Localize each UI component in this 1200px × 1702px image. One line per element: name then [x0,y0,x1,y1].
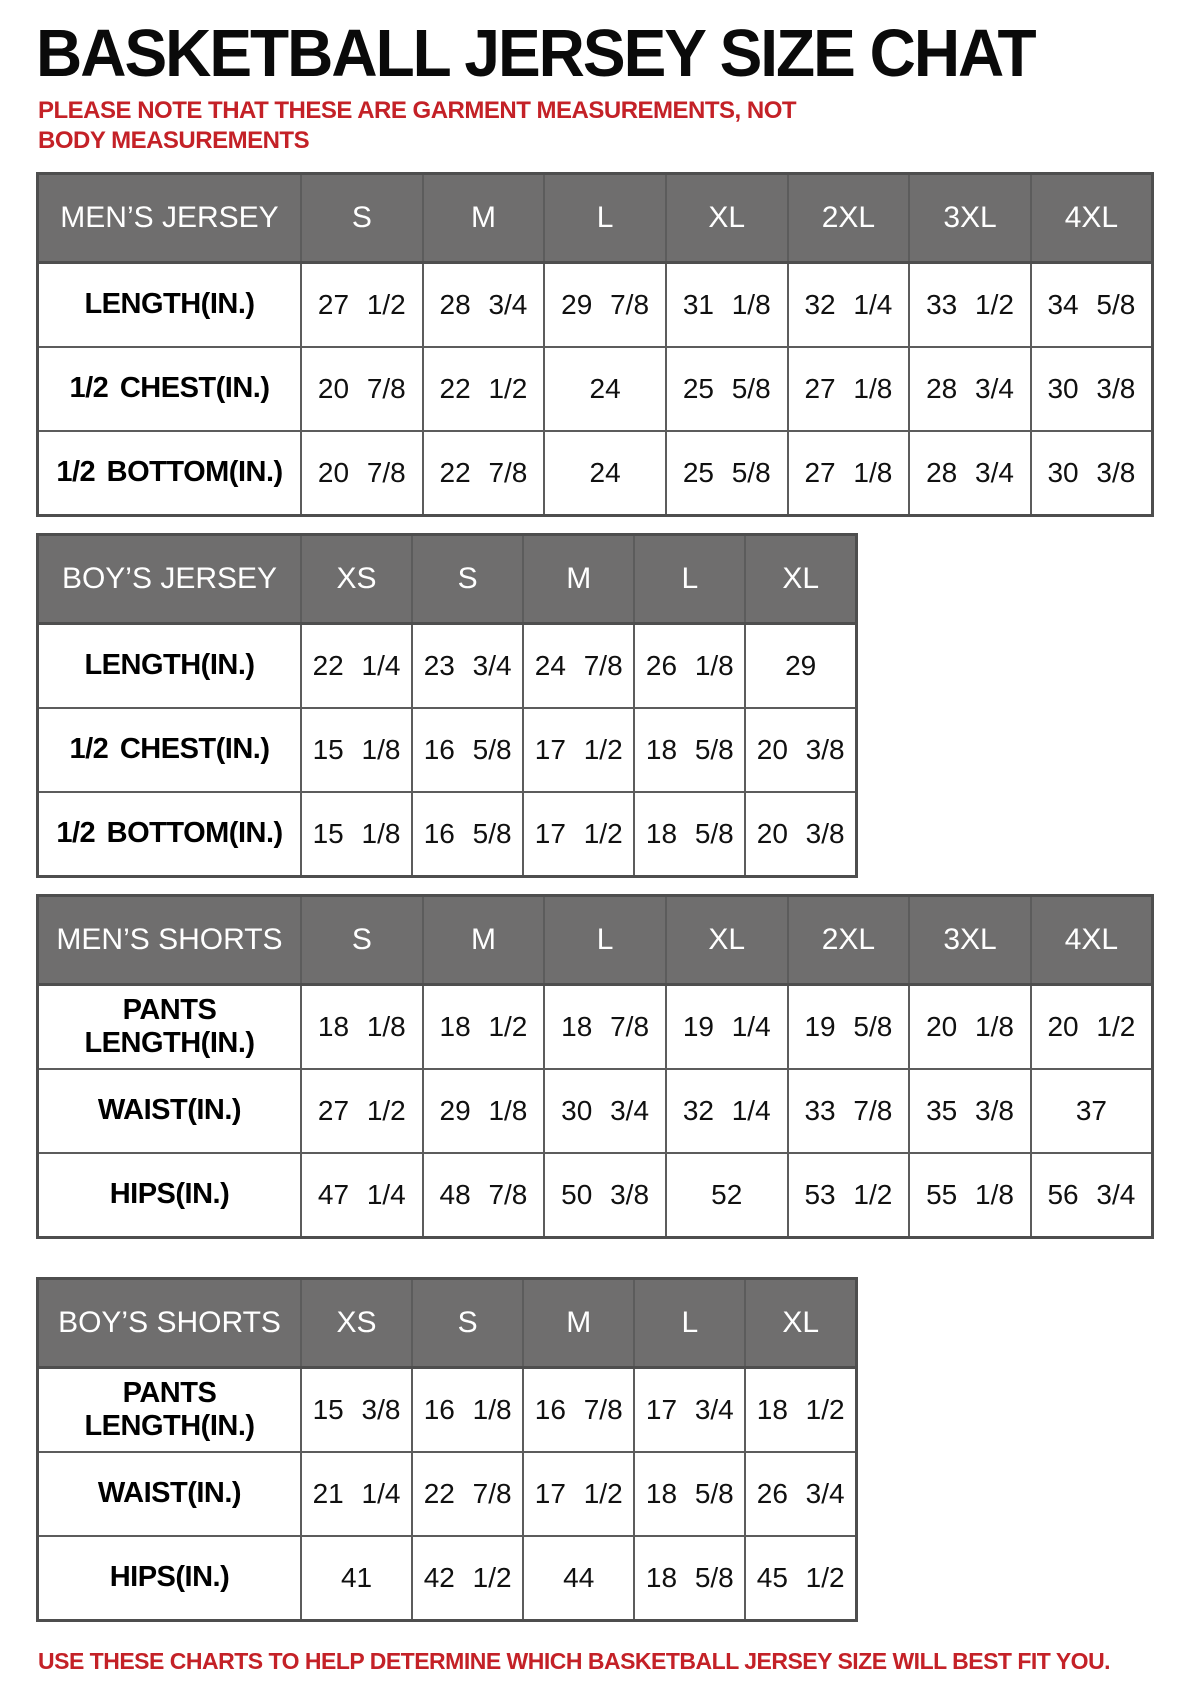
men-s-shorts-table [36,894,1154,1239]
measurement-value: 27 1/8 [788,431,910,516]
measurement-row [38,624,857,709]
measurement-value: 15 3/8 [301,1368,412,1453]
measurement-value: 18 5/8 [634,1452,745,1536]
measurement-value: 44 [523,1536,634,1621]
size-column-header: M [523,535,634,624]
measurement-row [38,431,1153,516]
measurement-value: 30 3/8 [1031,431,1153,516]
measurement-label: 1/2 CHEST(IN.) [38,708,302,792]
size-column-header: 2XL [788,174,910,263]
measurement-value: 17 1/2 [523,1452,634,1536]
measurement-row [38,1069,1153,1153]
measurement-label: LENGTH(IN.) [38,263,302,348]
measurement-value: 21 1/4 [301,1452,412,1536]
measurement-value: 20 7/8 [301,431,423,516]
measurement-label: 1/2 CHEST(IN.) [38,347,302,431]
measurement-value: 33 7/8 [788,1069,910,1153]
measurement-value: 22 7/8 [423,431,545,516]
measurement-value: 20 3/8 [745,708,856,792]
measurement-row [38,708,857,792]
boy-s-shorts-header-row [38,1279,857,1368]
boy-s-shorts-table [36,1277,858,1622]
measurement-value: 16 1/8 [412,1368,523,1453]
measurement-value: 23 3/4 [412,624,523,709]
measurement-value: 31 1/8 [666,263,788,348]
measurement-value: 22 1/4 [301,624,412,709]
measurement-value: 28 3/4 [909,347,1031,431]
measurement-value: 29 1/8 [423,1069,545,1153]
measurement-value: 55 1/8 [909,1153,1031,1238]
size-column-header: M [423,174,545,263]
measurement-value: 17 1/2 [523,792,634,877]
measurement-value: 18 1/2 [423,985,545,1070]
measurement-value: 16 5/8 [412,708,523,792]
size-column-header: M [423,896,545,985]
measurement-value: 22 1/2 [423,347,545,431]
measurement-label: HIPS(IN.) [38,1536,302,1621]
measurement-value: 48 7/8 [423,1153,545,1238]
size-column-header: 2XL [788,896,910,985]
measurement-row [38,1536,857,1621]
measurement-value: 25 5/8 [666,431,788,516]
size-column-header: 4XL [1031,896,1153,985]
measurement-value: 15 1/8 [301,708,412,792]
measurement-row [38,985,1153,1070]
measurement-label: WAIST(IN.) [38,1452,302,1536]
measurement-value: 20 1/2 [1031,985,1153,1070]
boy-s-jersey-title-cell: BOY’S JERSEY [38,535,302,624]
measurement-value: 29 [745,624,856,709]
measurement-value: 50 3/8 [544,1153,666,1238]
measurement-value: 25 5/8 [666,347,788,431]
size-column-header: S [412,535,523,624]
size-column-header: XL [745,1279,856,1368]
measurement-value: 19 1/4 [666,985,788,1070]
measurement-value: 30 3/8 [1031,347,1153,431]
size-column-header: L [634,535,745,624]
measurement-value: 35 3/8 [909,1069,1031,1153]
measurement-value: 47 1/4 [301,1153,423,1238]
measurement-value: 28 3/4 [909,431,1031,516]
measurement-row [38,1153,1153,1238]
size-column-header: 3XL [909,174,1031,263]
size-column-header: 3XL [909,896,1031,985]
size-column-header: XL [666,896,788,985]
men-s-shorts-title-cell: MEN’S SHORTS [38,896,302,985]
size-column-header: S [301,174,423,263]
measurement-value: 34 5/8 [1031,263,1153,348]
size-column-header: S [301,896,423,985]
men-s-jersey-table [36,172,1154,517]
measurement-label: 1/2 BOTTOM(IN.) [38,792,302,877]
size-column-header: S [412,1279,523,1368]
measurement-value: 20 7/8 [301,347,423,431]
boy-s-shorts-title-cell: BOY’S SHORTS [38,1279,302,1368]
measurement-label: LENGTH(IN.) [38,624,302,709]
measurement-label: HIPS(IN.) [38,1153,302,1238]
measurement-value: 53 1/2 [788,1153,910,1238]
size-column-header: L [544,896,666,985]
measurement-row [38,347,1153,431]
measurement-value: 41 [301,1536,412,1621]
measurement-value: 42 1/2 [412,1536,523,1621]
measurement-value: 16 7/8 [523,1368,634,1453]
measurement-value: 45 1/2 [745,1536,856,1621]
measurement-value: 17 3/4 [634,1368,745,1453]
measurement-value: 19 5/8 [788,985,910,1070]
men-s-jersey-header-row [38,174,1153,263]
measurement-row [38,1452,857,1536]
size-column-header: XL [666,174,788,263]
measurement-value: 18 5/8 [634,792,745,877]
measurement-value: 18 1/8 [301,985,423,1070]
measurement-value: 20 1/8 [909,985,1031,1070]
measurement-label: PANTS LENGTH(IN.) [38,1368,302,1453]
measurement-value: 20 3/8 [745,792,856,877]
measurement-value: 26 1/8 [634,624,745,709]
size-column-header: XL [745,535,856,624]
men-s-shorts-header-row [38,896,1153,985]
measurement-label: PANTS LENGTH(IN.) [38,985,302,1070]
measurement-label: WAIST(IN.) [38,1069,302,1153]
measurement-label: 1/2 BOTTOM(IN.) [38,431,302,516]
measurement-row [38,792,857,877]
measurement-value: 18 1/2 [745,1368,856,1453]
size-column-header: L [634,1279,745,1368]
boy-s-jersey-header-row [38,535,857,624]
measurement-value: 15 1/8 [301,792,412,877]
measurement-value: 18 5/8 [634,708,745,792]
measurement-value: 56 3/4 [1031,1153,1153,1238]
measurement-value: 24 [544,431,666,516]
size-tables-section [36,172,1172,1622]
measurement-row [38,263,1153,348]
measurement-value: 33 1/2 [909,263,1031,348]
size-column-header: XS [301,1279,412,1368]
fit-guidance-note: USE THESE CHARTS TO HELP DETERMINE WHICH BASKETBALL JERSEY SIZE WILL BEST FIT YOU. [38,1648,1111,1674]
measurement-value: 27 1/2 [301,1069,423,1153]
men-s-jersey-title-cell: MEN’S JERSEY [38,174,302,263]
garment-measurements-note: PLEASE NOTE THAT THESE ARE GARMENT MEASUREMENTS, NOT BODY MEASUREMENTS [38,97,797,154]
size-column-header: 4XL [1031,174,1153,263]
measurement-value: 27 1/8 [788,347,910,431]
measurement-value: 24 7/8 [523,624,634,709]
measurement-value: 37 [1031,1069,1153,1153]
measurement-value: 26 3/4 [745,1452,856,1536]
measurement-value: 30 3/4 [544,1069,666,1153]
page-title: BASKETBALL JERSEY SIZE CHAT [36,15,1035,91]
measurement-row [38,1368,857,1453]
measurement-value: 29 7/8 [544,263,666,348]
measurement-value: 17 1/2 [523,708,634,792]
measurement-value: 52 [666,1153,788,1238]
measurement-value: 22 7/8 [412,1452,523,1536]
measurement-value: 18 7/8 [544,985,666,1070]
measurement-value: 27 1/2 [301,263,423,348]
size-column-header: M [523,1279,634,1368]
measurement-value: 16 5/8 [412,792,523,877]
measurement-value: 32 1/4 [788,263,910,348]
measurement-value: 24 [544,347,666,431]
measurement-value: 32 1/4 [666,1069,788,1153]
boy-s-jersey-table [36,533,858,878]
size-column-header: XS [301,535,412,624]
size-column-header: L [544,174,666,263]
measurement-value: 28 3/4 [423,263,545,348]
measurement-value: 18 5/8 [634,1536,745,1621]
